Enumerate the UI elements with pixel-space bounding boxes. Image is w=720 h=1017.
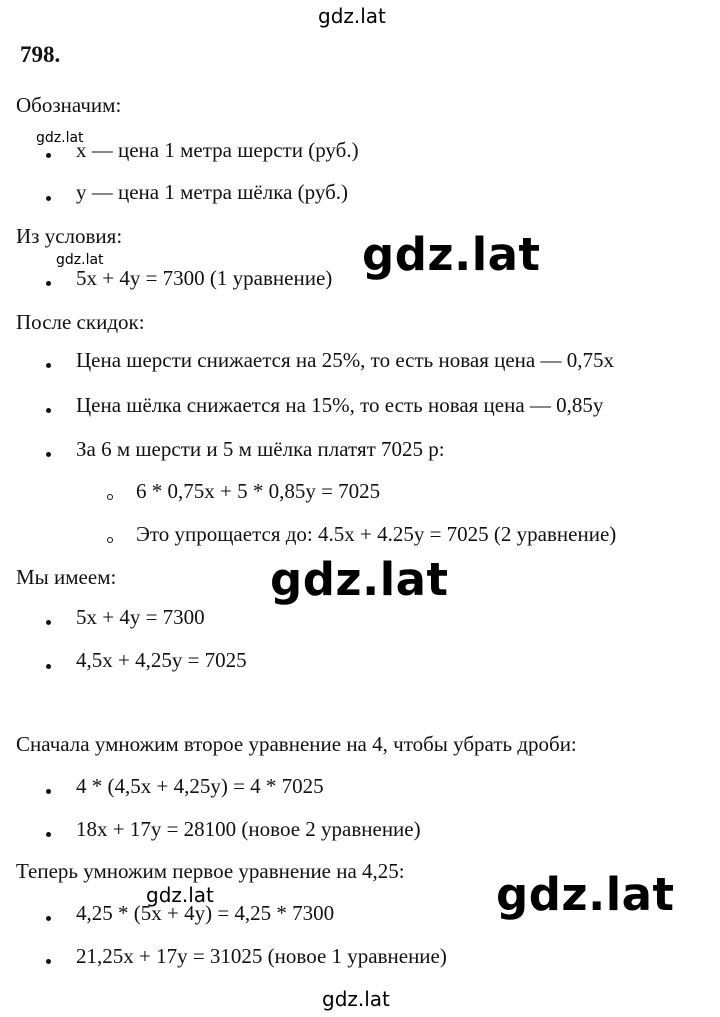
bullet-dot	[46, 153, 51, 158]
sub-item-expression: 6 * 0,75x + 5 * 0,85y = 7025	[136, 479, 381, 503]
bullet-dot	[46, 196, 51, 201]
list-item-x: x — цена 1 метра шерсти (руб.)	[76, 138, 359, 162]
watermark-big-3: gdz.lat	[496, 868, 675, 921]
problem-number: 798.	[20, 42, 61, 67]
bullet-dot	[46, 408, 51, 413]
bullet-dot	[46, 664, 51, 669]
bullet-dot	[46, 281, 51, 286]
watermark-tiny-2: gdz.lat	[56, 252, 104, 268]
heading-we-have: Мы имеем:	[16, 565, 117, 589]
step-second-expression: 4 * (4,5x + 4,25y) = 4 * 7025	[76, 774, 324, 798]
step-first-expression: 4,25 * (5x + 4y) = 4,25 * 7300	[76, 901, 335, 925]
system-equation-2: 4,5x + 4,25y = 7025	[76, 648, 247, 672]
sub-bullet-circle	[107, 494, 113, 500]
bullet-dot	[46, 916, 51, 921]
new-equation-2: 18x + 17y = 28100 (новое 2 уравнение)	[76, 817, 421, 841]
equation-1: 5x + 4y = 7300 (1 уравнение)	[76, 266, 333, 290]
watermark-tiny-1: gdz.lat	[36, 130, 84, 146]
watermark-top: gdz.lat	[318, 4, 386, 28]
system-equation-1: 5x + 4y = 7300	[76, 605, 205, 629]
bullet-dot	[46, 363, 51, 368]
bullet-dot	[46, 789, 51, 794]
watermark-small-mid: gdz.lat	[146, 883, 214, 907]
heading-denote: Обозначим:	[16, 93, 122, 117]
list-item-silk-discount: Цена шёлка снижается на 15%, то есть новая цена — 0,85y	[76, 393, 604, 417]
step-multiply-second: Сначала умножим второе уравнение на 4, чтобы убрать дроби:	[16, 732, 577, 756]
step-multiply-first: Теперь умножим первое уравнение на 4,25:	[16, 859, 405, 883]
bullet-dot	[46, 620, 51, 625]
new-equation-1: 21,25x + 17y = 31025 (новое 1 уравнение)	[76, 944, 447, 968]
bullet-dot	[46, 959, 51, 964]
watermark-big-1: gdz.lat	[362, 228, 541, 281]
watermark-bottom: gdz.lat	[322, 987, 390, 1011]
bullet-dot	[46, 452, 51, 457]
watermark-big-2: gdz.lat	[270, 553, 449, 606]
heading-discounts: После скидок:	[16, 310, 145, 334]
sub-bullet-circle	[107, 537, 113, 543]
list-item-wool-discount: Цена шерсти снижается на 25%, то есть новая цена — 0,75x	[76, 348, 614, 372]
list-item-y: y — цена 1 метра шёлка (руб.)	[76, 180, 349, 204]
heading-condition: Из условия:	[16, 224, 123, 248]
sub-item-simplified: Это упрощается до: 4.5x + 4.25y = 7025 (2 уравнение)	[136, 522, 617, 546]
bullet-dot	[46, 832, 51, 837]
list-item-payment: За 6 м шерсти и 5 м шёлка платят 7025 р:	[76, 437, 445, 461]
